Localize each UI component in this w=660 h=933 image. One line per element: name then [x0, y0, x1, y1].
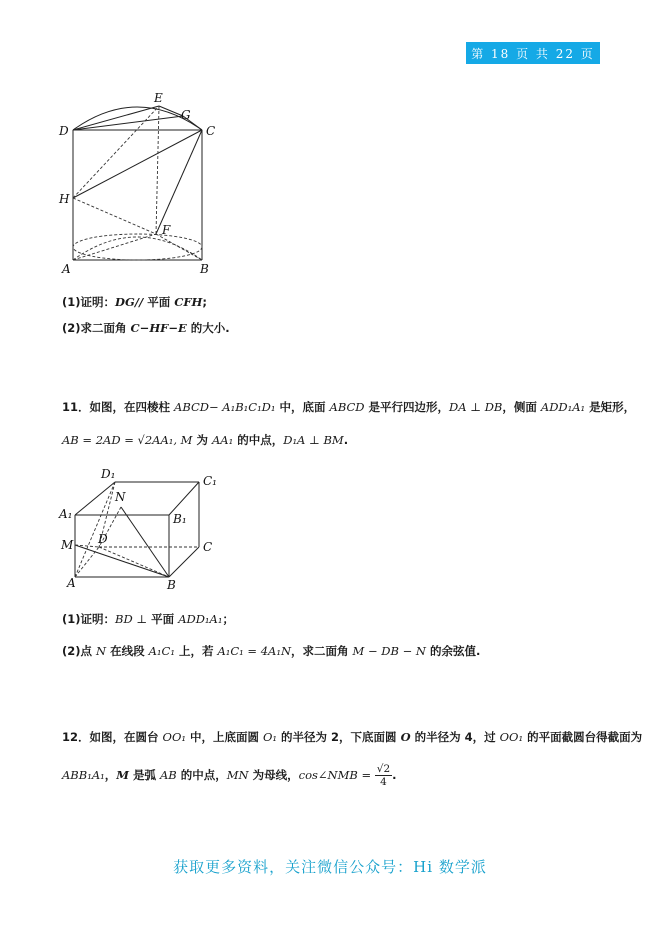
label-C: C: [203, 540, 213, 554]
edge-A1D1: [75, 482, 115, 515]
edge-AD: [75, 547, 99, 577]
label-D: D: [98, 532, 108, 546]
label-B: B: [200, 262, 209, 276]
edge-MB: [75, 545, 169, 577]
edge-HC: [73, 130, 202, 198]
label-E: E: [154, 92, 163, 105]
edge-B1C1: [169, 482, 199, 515]
edge-AF: [73, 234, 156, 260]
fraction-sqrt2-over-4: $\frac{√2}{4}$: [376, 763, 391, 788]
p11-part2: (2)点 N 在线段 A₁C₁ 上，若 A₁C₁ = 4A₁N，求二面角 M − DB − N 的余弦值.: [62, 644, 481, 658]
label-C1: C₁: [203, 474, 217, 488]
edge-HE: [73, 106, 159, 198]
bottom-front: [73, 260, 202, 274]
p10-part2: (2)求二面角 C−HF−E 的大小.: [62, 321, 230, 335]
label-A1: A₁: [59, 507, 73, 521]
edge-EF: [156, 106, 159, 234]
label-N: N: [115, 490, 126, 504]
p12-line2: ABB₁A₁，M 是弧 AB 的中点，MN 为母线，cos∠NMB = $\frac{√2}{4}$ .: [62, 763, 397, 788]
figure-cylinder: [55, 92, 225, 277]
p10-part1: (1)证明：DG// 平面 CFH;: [62, 295, 208, 309]
label-M: M: [61, 538, 74, 552]
edge-DG: [73, 116, 183, 130]
label-D: D: [59, 124, 69, 138]
label-A: A: [67, 576, 76, 590]
label-B1: B₁: [173, 512, 187, 526]
bottom-ellipse: [73, 234, 202, 260]
figure-prism: [55, 465, 225, 595]
edge-HF: [73, 198, 156, 234]
footer-promo: 获取更多资料，关注微信公众号：Hi 数学派: [173, 858, 487, 876]
label-H: H: [59, 192, 70, 206]
page-number-badge: 第 18 页 共 22 页: [466, 42, 600, 64]
p12-line1: 12．如图，在圆台 OO₁ 中，上底面圆 O₁ 的半径为 2，下底面圆 O 的半径为 4，过 OO₁ 的平面截圆台得截面为: [62, 730, 643, 744]
p11-part1: (1)证明：BD ⊥ 平面 ADD₁A₁；: [62, 612, 234, 626]
label-D1: D₁: [101, 467, 116, 481]
p11-line2: AB = 2AD = √2AA₁, M 为 AA₁ 的中点，D₁A ⊥ BM.: [62, 433, 349, 447]
edge-NB: [121, 507, 169, 577]
label-A: A: [62, 262, 71, 276]
label-F: F: [162, 223, 171, 237]
label-C: C: [206, 124, 216, 138]
label-B: B: [167, 578, 176, 592]
edge-BC: [169, 547, 199, 577]
p11-line1: 11．如图，在四棱柱 ABCD− A₁B₁C₁D₁ 中，底面 ABCD 是平行四边形，DA ⊥ DB，侧面 ADD₁A₁ 是矩形，: [62, 400, 636, 414]
edge-FC: [156, 130, 202, 234]
label-G: G: [181, 108, 191, 122]
